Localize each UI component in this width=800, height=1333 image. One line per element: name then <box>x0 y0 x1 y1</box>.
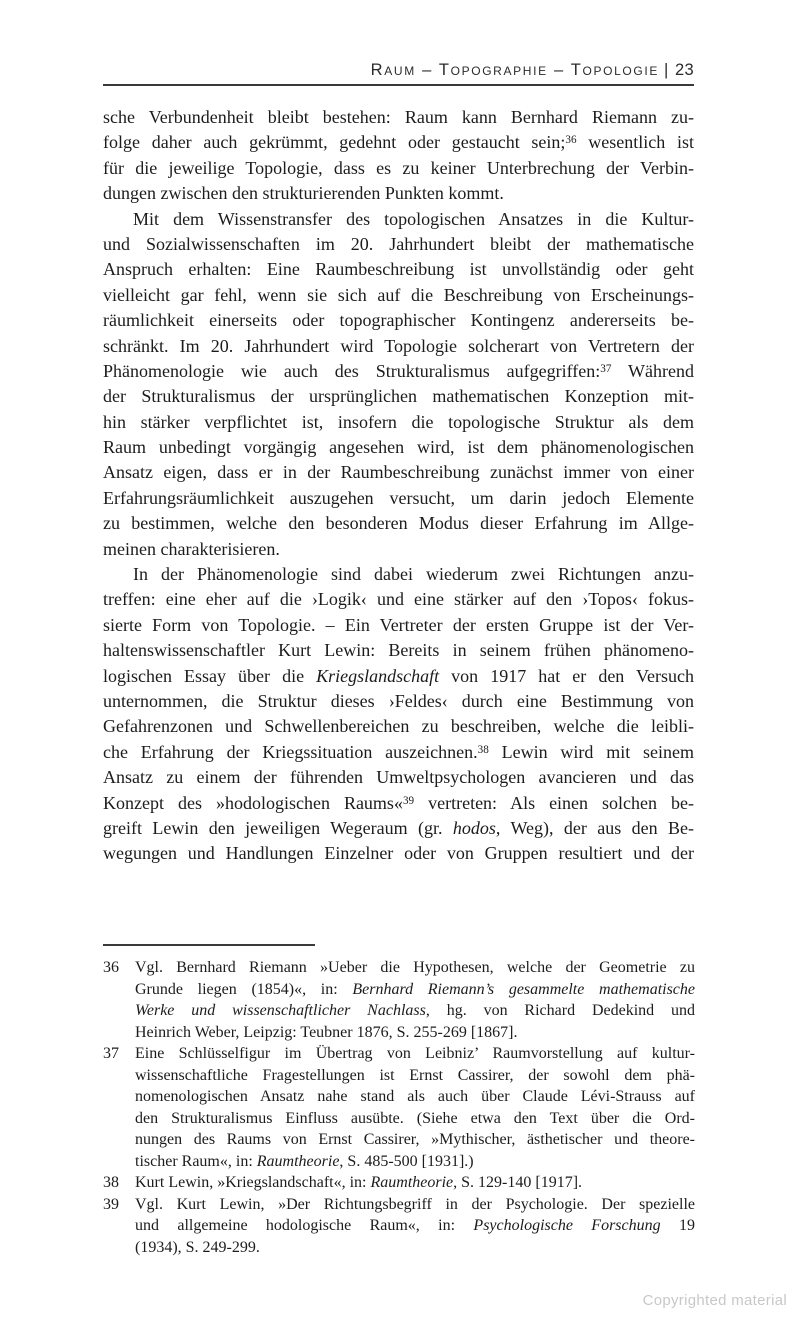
body-line <box>103 207 694 232</box>
footnote-line <box>135 1086 695 1108</box>
text-segment: zu bestimmen, welche den besonderen Modus dieser Erfahrung im Allge- <box>103 513 694 534</box>
italic-text: Psychologische Forschung <box>473 1217 661 1234</box>
text-segment: Ansatz eigen, dass er in der Raumbeschreibung zunächst immer von einer <box>103 462 694 483</box>
text-segment: wissenschaftliche Fragestellungen ist Ernst Cassirer, der sowohl dem phä- <box>135 1066 695 1084</box>
italic-text: hodos <box>452 817 496 838</box>
body-line <box>103 689 694 714</box>
body-line <box>103 156 694 181</box>
footnote <box>103 957 695 1043</box>
text-segment: Kurt Lewin, »Kriegslandschaft«, in: <box>135 1174 371 1191</box>
body-line <box>103 791 694 816</box>
footnotes <box>103 957 695 1258</box>
header-rule <box>103 84 694 86</box>
body-line <box>103 130 694 155</box>
text-segment: haltenswissenschaftler Kurt Lewin: Bereits in seinem frühen phänomeno- <box>103 640 694 661</box>
text-segment: Raum unbedingt vorgängig angesehen wird, ist dem phänomenologischen <box>103 437 694 458</box>
body-line <box>103 435 694 460</box>
footnote-number: 39 <box>103 1195 119 1213</box>
footnote-line <box>135 1022 695 1044</box>
body-line <box>103 587 694 612</box>
body-line <box>103 740 694 765</box>
footnote-line <box>135 1000 695 1022</box>
footnote-line <box>135 1172 695 1194</box>
body-line <box>103 105 694 130</box>
text-segment: Grunde liegen (1854)«, in: <box>135 980 353 998</box>
footnote-separator-rule <box>103 944 315 946</box>
text-segment: und Sozialwissenschaften im 20. Jahrhundert bleibt der mathematische <box>103 233 694 254</box>
page-number: 23 <box>674 61 694 79</box>
body-line <box>103 664 694 689</box>
footnote-line <box>135 1065 695 1087</box>
paragraph <box>103 562 694 867</box>
text-segment: meinen charakterisieren. <box>103 538 280 559</box>
text-segment: Lewin wird mit seinem <box>488 741 694 762</box>
text-segment: , hg. von Richard Dedekind und <box>425 1002 695 1019</box>
paragraph <box>103 207 694 562</box>
body-line <box>103 460 694 485</box>
italic-text: Raumtheorie <box>370 1174 454 1191</box>
footnote-line <box>135 1194 695 1216</box>
body-line <box>103 384 694 409</box>
footnote-number: 36 <box>103 959 119 976</box>
italic-text: Bernhard Riemann’s gesammelte mathematische <box>352 980 696 998</box>
body-line <box>103 562 694 587</box>
footnote-line <box>135 1043 695 1065</box>
text-segment: vielleicht gar fehl, wenn sie sich auf die Beschreibung von Erscheinungs- <box>103 284 694 305</box>
text-segment: , S. 485-500 [1931].) <box>339 1152 474 1170</box>
text-segment: für die jeweilige Topologie, dass es zu keiner Unterbrechung der Verbin- <box>103 157 694 178</box>
body-line <box>103 714 694 739</box>
footnote-line <box>135 957 695 979</box>
text-segment: Erfahrungsräumlichkeit auszugehen versucht, um darin jedoch Elemente <box>103 487 694 508</box>
body-line <box>103 841 694 866</box>
text-segment: tischer Raum«, in: <box>135 1152 257 1170</box>
body-line <box>103 181 694 206</box>
body-line <box>103 511 694 536</box>
footnote-reference: 38 <box>477 743 489 756</box>
text-segment: und allgemeine hodologische Raum«, in: <box>135 1217 474 1234</box>
footnote-line <box>135 1108 695 1130</box>
watermark: Copyrighted material <box>642 1292 787 1309</box>
text-segment: sierte Form von Topologie. – Ein Vertreter der ersten Gruppe ist der Ver- <box>103 614 694 635</box>
body-line <box>103 486 694 511</box>
text-segment: von 1917 hat er den Versuch <box>439 665 695 686</box>
body-line <box>103 359 694 384</box>
body-line <box>103 257 694 282</box>
footnote-reference: 37 <box>600 362 612 375</box>
footnote-line <box>135 979 695 1001</box>
body-line <box>103 334 694 359</box>
text-segment: (1934), S. 249-299. <box>135 1238 260 1256</box>
body-line <box>103 816 694 841</box>
text-segment: 19 <box>660 1217 695 1234</box>
running-head <box>103 60 694 80</box>
text-segment: der Strukturalismus der ursprünglichen mathematischen Konzeption mit- <box>103 386 694 407</box>
text-segment: wesentlich ist <box>576 132 695 153</box>
text-segment: hin stärker verpflichtet ist, insofern die topologische Struktur als dem <box>103 411 694 432</box>
body-line <box>103 613 694 638</box>
text-segment: treffen: eine eher auf die ›Logik‹ und eine stärker auf den ›Topos‹ fokus- <box>103 589 694 610</box>
text-segment: schränkt. Im 20. Jahrhundert wird Topologie solcherart von Vertretern der <box>103 335 694 356</box>
footnote <box>103 1194 695 1259</box>
text-segment: nomenologischen Ansatz nahe stand als auch über Claude Lévi-Strauss auf <box>135 1088 695 1105</box>
text-segment: Anspruch erhalten: Eine Raumbeschreibung ist unvollständig oder geht <box>103 259 694 280</box>
text-segment: greift Lewin den jeweiligen Wegeraum (gr. <box>103 817 453 838</box>
italic-text: Raumtheorie <box>256 1152 340 1170</box>
text-segment: In der Phänomenologie sind dabei wiederum zwei Richtungen anzu- <box>133 564 694 585</box>
footnote-number: 37 <box>103 1045 119 1062</box>
text-segment: unternommen, die Struktur dieses ›Feldes‹ durch eine Bestimmung von <box>103 690 694 711</box>
body-line <box>103 765 694 790</box>
text-segment: , Weg), der aus den Be- <box>495 817 694 838</box>
italic-text: Werke und wissenschaftlicher Nachlass <box>135 1002 426 1019</box>
text-segment: Gefahrenzonen und Schwellenbereichen zu beschreiben, welche die leibli- <box>103 716 694 737</box>
footnote-line <box>135 1151 695 1173</box>
footnote <box>103 1172 695 1194</box>
body-line <box>103 232 694 257</box>
italic-text: Kriegslandschaft <box>316 665 440 686</box>
text-segment: Heinrich Weber, Leipzig: Teubner 1876, S. 255-269 [1867]. <box>135 1023 518 1041</box>
paragraph <box>103 105 694 207</box>
text-segment: Vgl. Bernhard Riemann »Ueber die Hypothesen, welche der Geometrie zu <box>135 959 695 976</box>
footnote-line <box>135 1129 695 1151</box>
text-segment: Ansatz zu einem der führenden Umweltpsychologen avancieren und das <box>103 767 694 788</box>
footnote-line <box>135 1237 695 1259</box>
footnote-number: 38 <box>103 1174 119 1191</box>
running-head-divider: | <box>664 61 670 79</box>
footnote-reference: 36 <box>565 134 577 147</box>
text-segment: sche Verbundenheit bleibt bestehen: Raum kann Bernhard Riemann zu- <box>103 107 694 127</box>
body-line <box>103 283 694 308</box>
text-segment: räumlichkeit einerseits oder topographischer Kontingenz andererseits be- <box>103 310 694 331</box>
text-segment: nungen des Raums von Ernst Cassirer, »Mythischer, ästhetischer und theore- <box>135 1131 695 1148</box>
text-segment: Mit dem Wissenstransfer des topologischen Ansatzes in die Kultur- <box>133 208 694 229</box>
body-line <box>103 308 694 333</box>
text-segment: dungen zwischen den strukturierenden Punkten kommt. <box>103 183 504 204</box>
text-segment: folge daher auch gekrümmt, gedehnt oder gestaucht sein; <box>103 132 566 153</box>
body-line <box>103 638 694 663</box>
text-segment: vertreten: Als einen solchen be- <box>414 792 694 813</box>
text-segment: che Erfahrung der Kriegssituation auszeichnen. <box>103 741 478 762</box>
body-line <box>103 537 694 562</box>
text-segment: Eine Schlüsselfigur im Übertrag von Leibniz’ Raumvorstellung auf kultur- <box>135 1045 695 1062</box>
text-segment: wegungen und Handlungen Einzelner oder von Gruppen resultiert und der <box>103 843 694 864</box>
text-segment: Während <box>611 360 694 381</box>
text-segment: logischen Essay über die <box>103 665 317 686</box>
body-line <box>103 410 694 435</box>
footnote <box>103 1043 695 1172</box>
text-segment: , S. 129-140 [1917]. <box>453 1174 583 1191</box>
body-text <box>103 105 694 867</box>
footnote-reference: 39 <box>402 794 415 807</box>
running-head-title: Raum – Topographie – Topologie <box>370 61 660 79</box>
text-segment: Vgl. Kurt Lewin, »Der Richtungsbegriff in der Psychologie. Der spezielle <box>135 1195 695 1213</box>
text-segment: den Strukturalismus Einfluss ausübte. (Siehe etwa den Text über die Ord- <box>135 1109 695 1127</box>
text-segment: Konzept des »hodologischen Raums« <box>103 792 403 813</box>
text-segment: Phänomenologie wie auch des Strukturalismus aufgegriffen: <box>103 360 601 381</box>
footnote-line <box>135 1215 695 1237</box>
